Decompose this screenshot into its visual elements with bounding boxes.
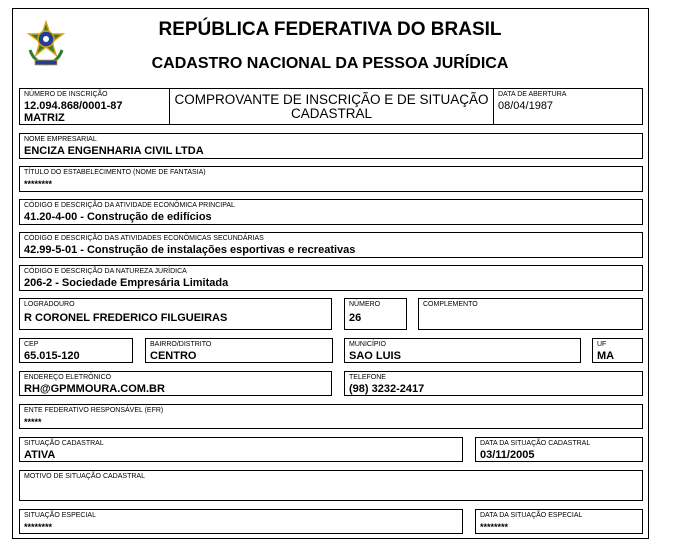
atividade-principal-value: 41.20-4-00 - Construção de edifícios bbox=[24, 211, 212, 223]
inscricao-label: NÚMERO DE INSCRIÇÃO bbox=[24, 91, 108, 98]
situacao-label: SITUAÇÃO CADASTRAL bbox=[24, 440, 104, 447]
inscricao-value: 12.094.868/0001-87 bbox=[24, 100, 123, 112]
cep-value: 65.015-120 bbox=[24, 350, 80, 362]
telefone-box bbox=[344, 371, 643, 396]
logradouro-label: LOGRADOURO bbox=[24, 301, 75, 308]
nome-empresarial-label: NOME EMPRESARIAL bbox=[24, 136, 97, 143]
telefone-label: TELEFONE bbox=[349, 374, 386, 381]
nome-empresarial-value: ENCIZA ENGENHARIA CIVIL LTDA bbox=[24, 145, 204, 157]
data-situacao-box bbox=[475, 437, 643, 462]
bairro-label: BAIRRO/DISTRITO bbox=[150, 341, 212, 348]
email-box bbox=[19, 371, 332, 396]
cep-label: CEP bbox=[24, 341, 39, 348]
document-subtitle: CADASTRO NACIONAL DA PESSOA JURÍDICA bbox=[151, 55, 509, 72]
abertura-label: DATA DE ABERTURA bbox=[498, 91, 567, 98]
data-situacao-label: DATA DA SITUAÇÃO CADASTRAL bbox=[480, 440, 591, 447]
inscricao-box bbox=[19, 88, 170, 125]
municipio-value: SAO LUIS bbox=[349, 350, 401, 362]
complemento-label: COMPLEMENTO bbox=[423, 301, 478, 308]
uf-value: MA bbox=[597, 350, 615, 362]
situacao-especial-value: ******** bbox=[24, 522, 53, 532]
numero-value: 26 bbox=[349, 312, 362, 324]
email-label: ENDEREÇO ELETRÔNICO bbox=[24, 374, 112, 381]
data-situacao-especial-label: DATA DA SITUAÇÃO ESPECIAL bbox=[480, 512, 583, 519]
telefone-value: (98) 3232-2417 bbox=[349, 383, 425, 395]
motivo-label: MOTIVO DE SITUAÇÃO CADASTRAL bbox=[24, 473, 145, 480]
numero-box bbox=[344, 298, 407, 330]
fantasia-value: ******** bbox=[24, 179, 53, 189]
efr-label: ENTE FEDERATIVO RESPONSÁVEL (EFR) bbox=[24, 407, 164, 414]
situacao-box bbox=[19, 437, 463, 462]
atividades-secundarias-label: CÓDIGO E DESCRIÇÃO DAS ATIVIDADES ECONÔMICAS SECUNDÁRIAS bbox=[24, 235, 264, 242]
abertura-box bbox=[493, 88, 643, 125]
document-title: REPÚBLICA FEDERATIVA DO BRASIL bbox=[158, 19, 502, 40]
atividade-principal-box bbox=[19, 199, 643, 225]
fantasia-label: TÍTULO DO ESTABELECIMENTO (NOME DE FANTASIA) bbox=[24, 169, 206, 176]
situacao-especial-box bbox=[19, 509, 463, 534]
comprovante-title-line1: COMPROVANTE DE INSCRIÇÃO E DE SITUAÇÃO bbox=[174, 92, 489, 107]
email-value: RH@GPMMOURA.COM.BR bbox=[24, 383, 165, 395]
municipio-label: MUNICÍPIO bbox=[349, 341, 386, 348]
numero-label: NÚMERO bbox=[349, 301, 381, 308]
comprovante-title-line2: CADASTRAL bbox=[290, 106, 373, 121]
bairro-box bbox=[145, 338, 333, 363]
logradouro-value: R CORONEL FREDERICO FILGUEIRAS bbox=[24, 312, 228, 324]
complemento-box bbox=[418, 298, 643, 330]
fantasia-box bbox=[19, 166, 643, 192]
natureza-juridica-box bbox=[19, 265, 643, 291]
comprovante-box bbox=[169, 88, 494, 125]
logradouro-box bbox=[19, 298, 332, 330]
uf-label: UF bbox=[597, 341, 607, 348]
data-situacao-especial-value: ******** bbox=[480, 522, 509, 532]
nome-empresarial-box bbox=[19, 133, 643, 159]
situacao-value: ATIVA bbox=[24, 449, 56, 461]
municipio-box bbox=[344, 338, 581, 363]
abertura-value: 08/04/1987 bbox=[498, 100, 554, 112]
efr-box bbox=[19, 404, 643, 429]
cep-box bbox=[19, 338, 133, 363]
data-situacao-especial-box bbox=[475, 509, 643, 534]
atividade-principal-label: CÓDIGO E DESCRIÇÃO DA ATIVIDADE ECONÔMICA PRINCIPAL bbox=[24, 202, 235, 209]
inscricao-tipo: MATRIZ bbox=[24, 112, 65, 124]
atividades-secundarias-value: 42.99-5-01 - Construção de instalações esportivas e recreativas bbox=[24, 244, 356, 256]
efr-value: ***** bbox=[24, 417, 42, 427]
uf-box bbox=[592, 338, 643, 363]
data-situacao-value: 03/11/2005 bbox=[480, 449, 535, 461]
situacao-especial-label: SITUAÇÃO ESPECIAL bbox=[24, 512, 96, 519]
motivo-box bbox=[19, 470, 643, 501]
natureza-juridica-label: CÓDIGO E DESCRIÇÃO DA NATUREZA JURÍDICA bbox=[24, 268, 187, 275]
comprovante-title bbox=[170, 93, 493, 121]
brazil-coat-of-arms-icon bbox=[26, 20, 66, 68]
natureza-juridica-value: 206-2 - Sociedade Empresária Limitada bbox=[24, 277, 229, 289]
bairro-value: CENTRO bbox=[150, 350, 197, 362]
atividades-secundarias-box bbox=[19, 232, 643, 258]
